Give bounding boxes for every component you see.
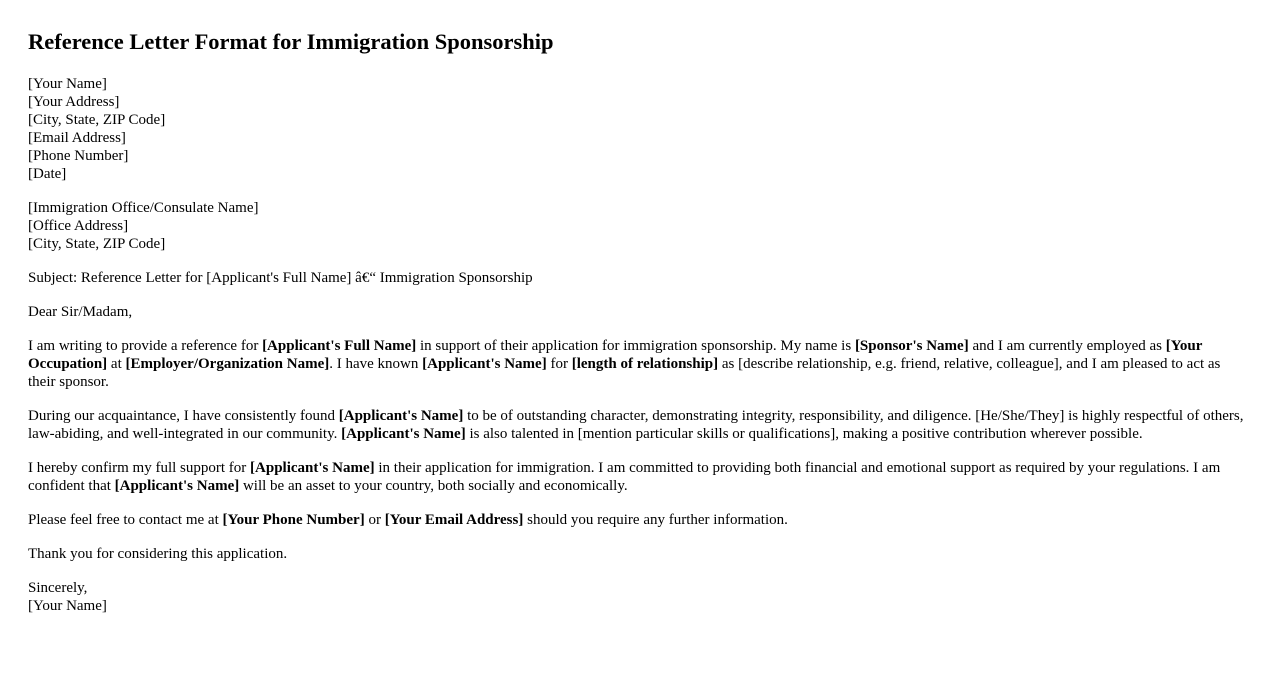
placeholder-applicant-name: [Applicant's Name] <box>341 426 466 442</box>
placeholder-phone-number: [Your Phone Number] <box>222 512 365 528</box>
placeholder-applicant-name: [Applicant's Name] <box>338 408 464 424</box>
placeholder-applicant-name: [Applicant's Name] <box>422 356 547 372</box>
text-run: During our acquaintance, I have consistently found <box>28 408 339 424</box>
placeholder-applicant-name: [Applicant's Name] <box>114 478 240 494</box>
text-run: Please feel free to contact me at <box>28 512 223 528</box>
text-run: at <box>107 356 126 372</box>
salutation: Dear Sir/Madam, <box>28 304 133 320</box>
placeholder-applicant-name: [Applicant's Name] <box>250 460 375 476</box>
closing-block <box>28 579 1250 615</box>
placeholder-employer: [Employer/Organization Name] <box>125 356 330 372</box>
text-run: should you require any further information. <box>523 512 788 528</box>
sender-block <box>28 75 1250 183</box>
sender-email: [Email Address] <box>28 130 126 146</box>
recipient-office: [Immigration Office/Consulate Name] <box>28 200 259 216</box>
closing-name: [Your Name] <box>28 598 107 614</box>
placeholder-sponsor-name: [Sponsor's Name] <box>854 338 969 354</box>
text-run: will be an asset to your country, both socially and economically. <box>239 478 628 494</box>
paragraph-introduction <box>28 337 1250 391</box>
text-run: and I am currently employed as <box>968 338 1166 354</box>
sender-address: [Your Address] <box>28 94 120 110</box>
text-run: I hereby confirm my full support for <box>28 460 251 476</box>
placeholder-email-address: [Your Email Address] <box>384 512 524 528</box>
sender-name: [Your Name] <box>28 76 107 92</box>
text-run: I am writing to provide a reference for <box>28 338 263 354</box>
placeholder-relationship-length: [length of relationship] <box>571 356 719 372</box>
paragraph-thanks: Thank you for considering this application. <box>28 546 288 562</box>
paragraph-support <box>28 459 1250 495</box>
letter-page <box>0 29 1278 615</box>
text-run: or <box>364 512 385 528</box>
text-run: for <box>546 356 572 372</box>
paragraph-contact <box>28 511 1250 529</box>
placeholder-occupation: [Your Occupation] <box>28 338 1203 372</box>
placeholder-applicant-full-name: [Applicant's Full Name] <box>262 338 417 354</box>
text-run: . I have known <box>329 356 423 372</box>
subject-line: Subject: Reference Letter for [Applicant's Full Name] â€“ Immigration Sponsorship <box>28 270 533 286</box>
text-run: in their application for immigration. I am committed to providing both financial and emotional support as required by your regulations. I am confident that <box>28 460 1221 494</box>
text-run: is also talented in [mention particular skills or qualifications], making a positive contribution wherever possible. <box>465 426 1143 442</box>
paragraph-character <box>28 407 1250 443</box>
sender-phone: [Phone Number] <box>28 148 129 164</box>
page-title: Reference Letter Format for Immigration Sponsorship <box>28 29 554 54</box>
sender-city: [City, State, ZIP Code] <box>28 112 166 128</box>
recipient-city: [City, State, ZIP Code] <box>28 236 166 252</box>
sender-date: [Date] <box>28 166 67 182</box>
text-run: in support of their application for immigration sponsorship. My name is <box>416 338 855 354</box>
recipient-block <box>28 199 1250 253</box>
text-run: as [describe relationship, e.g. friend, relative, colleague], and I am pleased to act as their sponsor. <box>28 356 1221 390</box>
recipient-address: [Office Address] <box>28 218 129 234</box>
text-run: to be of outstanding character, demonstrating integrity, responsibility, and diligence. [He/She/They] is highly respectful of others, law-abiding, and well-integrated in our community. <box>28 408 1244 442</box>
closing-word: Sincerely, <box>28 580 88 596</box>
